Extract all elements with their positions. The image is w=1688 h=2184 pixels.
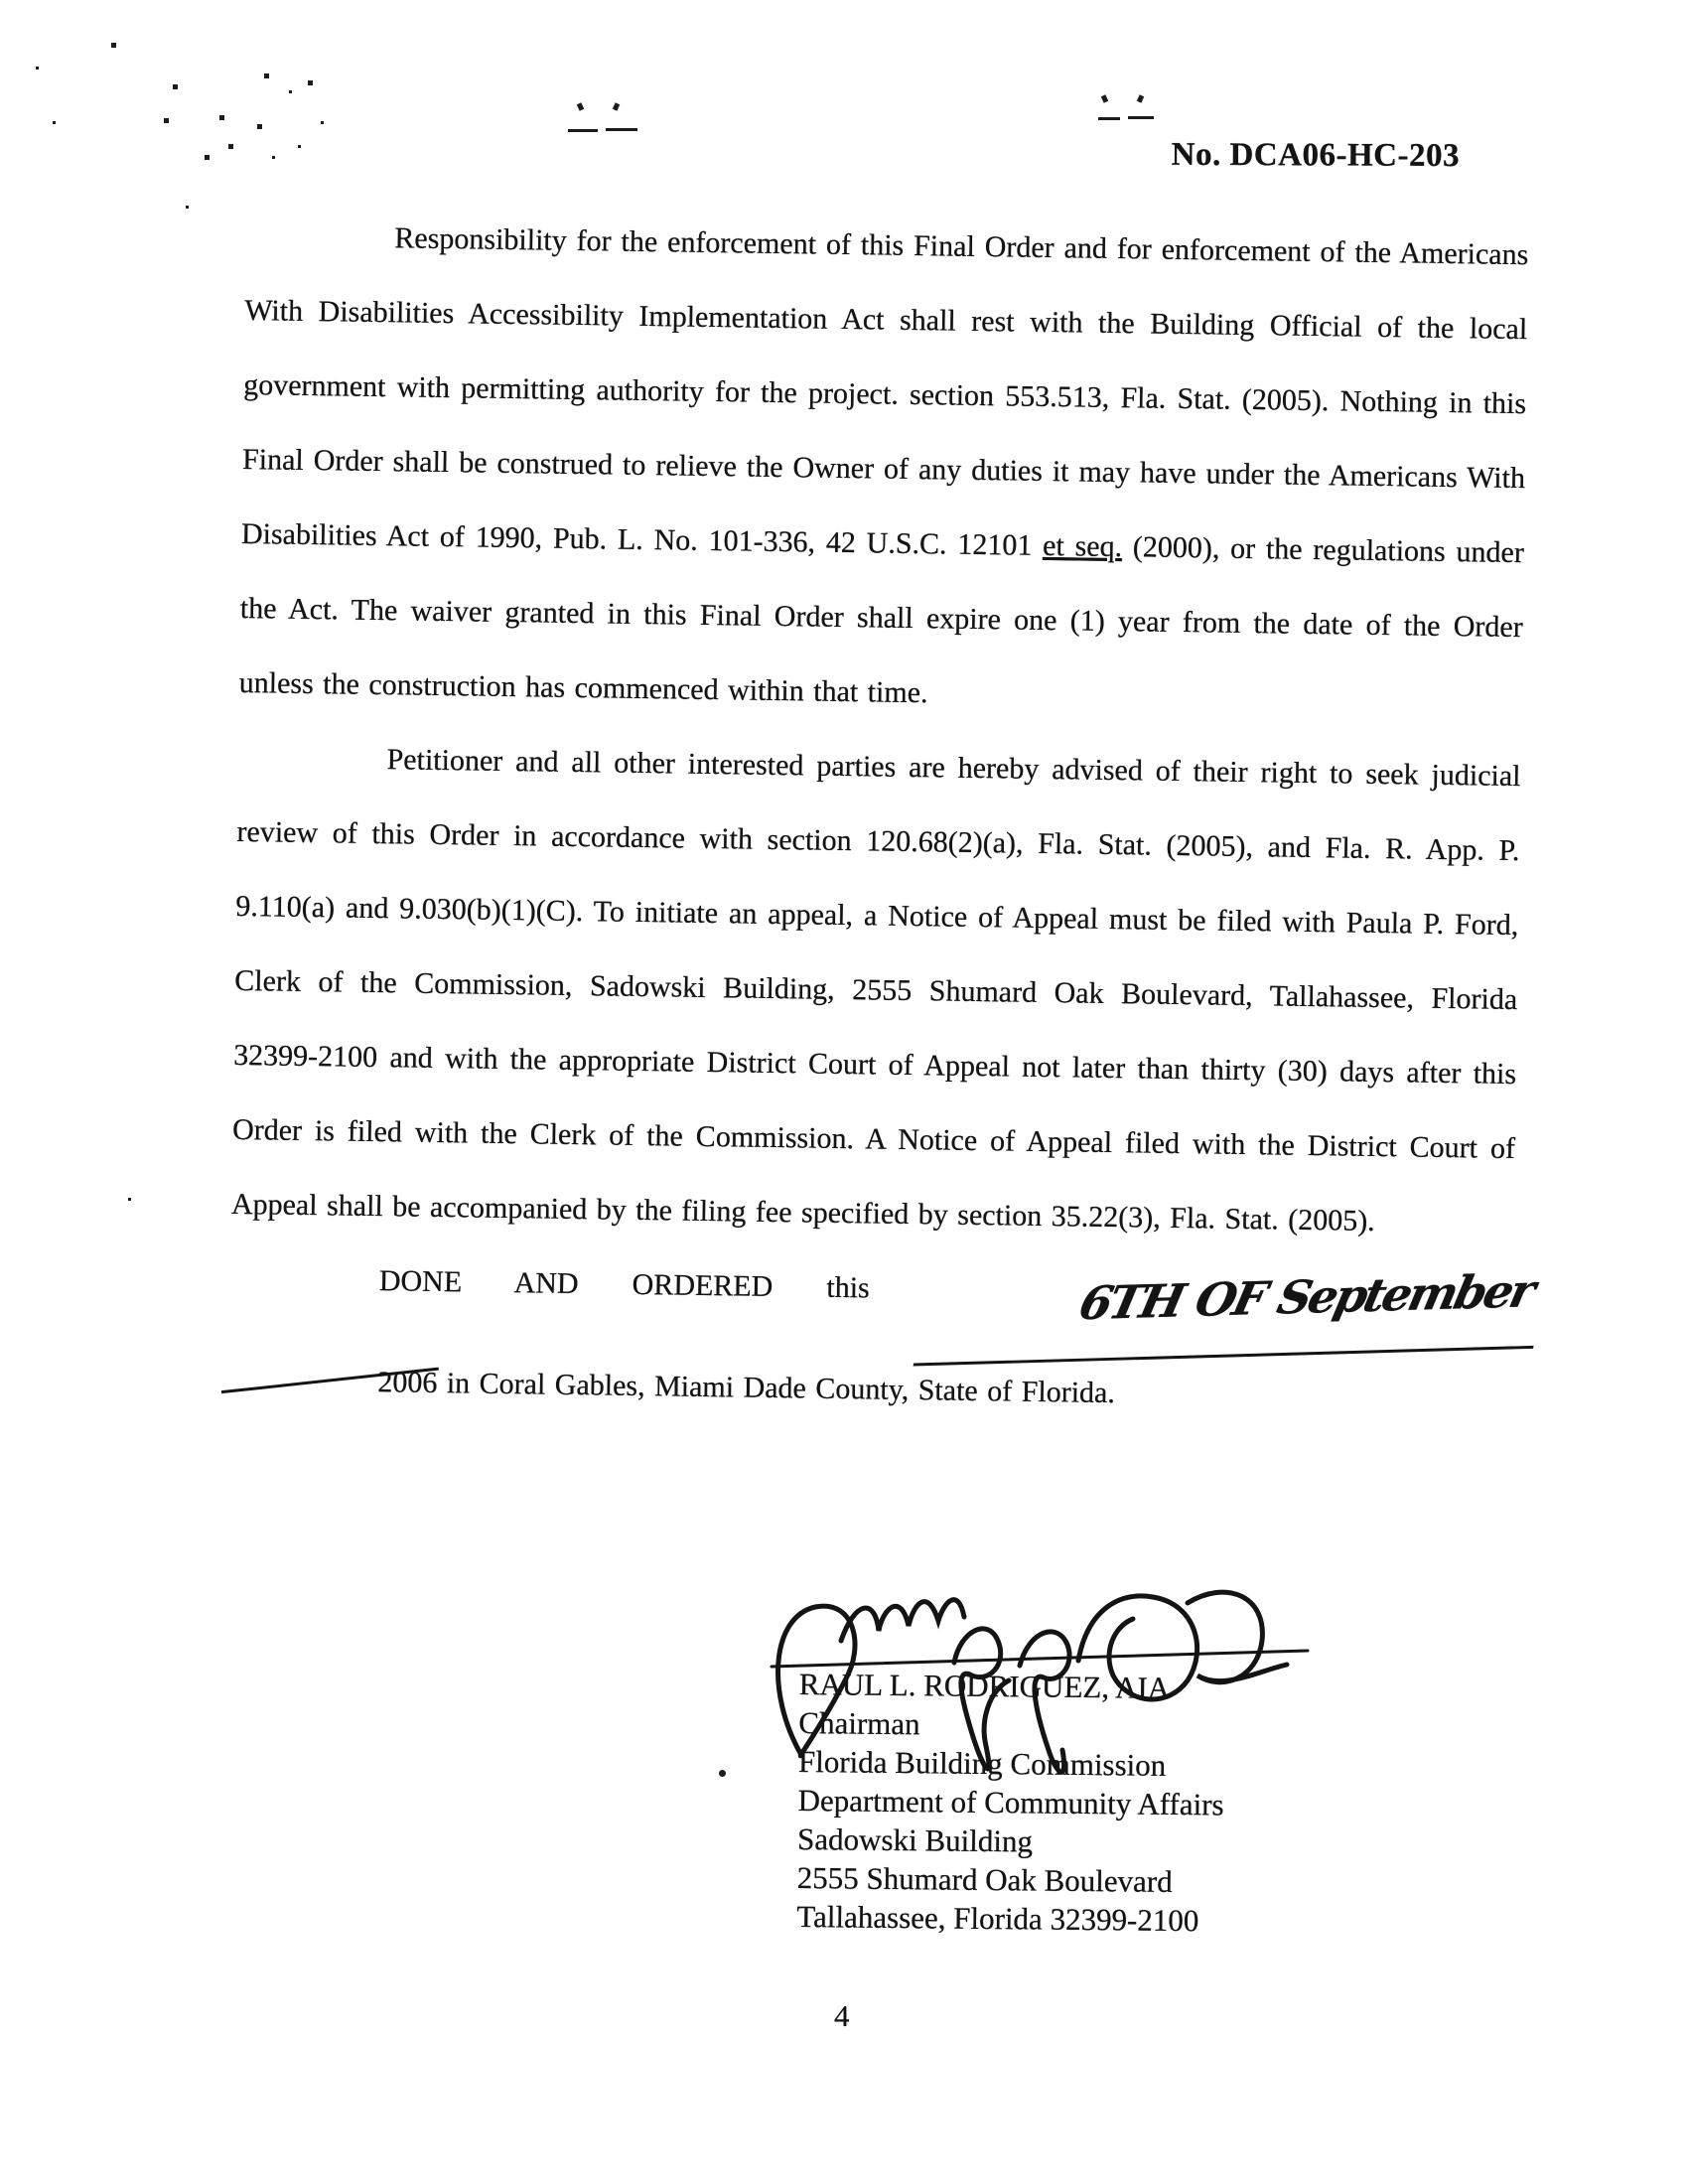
- handwritten-date: 6TH OF September: [914, 1290, 1546, 1366]
- order-year: 2006: [228, 1343, 438, 1420]
- paragraph-enforcement: [238, 199, 1529, 739]
- done-ordered-text: DONE AND ORDERED this: [378, 1264, 924, 1306]
- signatory-org-line: 2555 Shumard Oak Boulevard: [796, 1859, 1173, 1899]
- signature-block: [796, 1665, 1395, 1942]
- signatory-org-line: Department of Community Affairs: [797, 1782, 1224, 1822]
- paragraph-enforcement-text-2: (2000), or the regulations under the Act. The waiver granted in this Final Order shall expire one (1) year from the date of the Order unless the construction has commenced within that time.: [238, 530, 1525, 710]
- scan-speckles: [0, 0, 1, 1]
- done-ordered-text-2: in Coral Gables, Miami Dade County, State of Florida.: [437, 1366, 1116, 1410]
- order-body: [228, 199, 1538, 1436]
- signatory-org-line: Florida Building Commission: [797, 1743, 1167, 1783]
- et-seq-underlined: et seq.: [1042, 528, 1123, 564]
- paragraph-done-ordered: [228, 1241, 1538, 1436]
- page-number: 4: [834, 1998, 850, 2033]
- case-number: No. DCA06-HC-203: [1171, 136, 1461, 175]
- signatory-org-line: Tallahassee, Florida 32399-2100: [796, 1898, 1199, 1939]
- paragraph-appeal-rights: Petitioner and all other interested parties are hereby advised of their right to seek judicial review of this Order in accordance with section 120.68(2)(a), Fla. Stat. (2005), and Fla. R. App. P. 9.110(a) and 9.030(b)(1)(C). To initiate an appeal, a Notice of Appeal must be filed with Paula P. Ford, Clerk of the Commission, Sadowski Building, 2555 Shumard Oak Boulevard, Tallahassee, Florida 32399-2100 and with the appropriate District Court of Appeal not later than thirty (30) days after this Order is filed with the Clerk of the Commission. A Notice of Appeal filed with the District Court of Appeal shall be accompanied by the filing fee specified by section 35.22(3), Fla. Stat. (2005).: [230, 743, 1521, 1238]
- scan-smudge: [568, 103, 641, 137]
- scan-dot: [719, 1770, 726, 1777]
- signatory-org-line: Sadowski Building: [796, 1820, 1034, 1859]
- signatory-name: RAUL L. RODRIGUEZ, AIA: [798, 1666, 1171, 1705]
- scan-smudge: [1098, 95, 1156, 125]
- paragraph-enforcement-text-1: Responsibility for the enforcement of this Final Order and for enforcement of the Americans With Disabilities Accessibility Implementation Act shall rest with the Building Official of the local government with permitting authority for the project. section 553.513, Fla. Stat. (2005). Nothing in this Final Order shall be construed to relieve the Owner of any duties it may have under the Americans With Disabilities Act of 1990, Pub. L. No. 101-336, 42 U.S.C. 12101: [240, 221, 1529, 562]
- signatory-title: Chairman: [798, 1704, 920, 1742]
